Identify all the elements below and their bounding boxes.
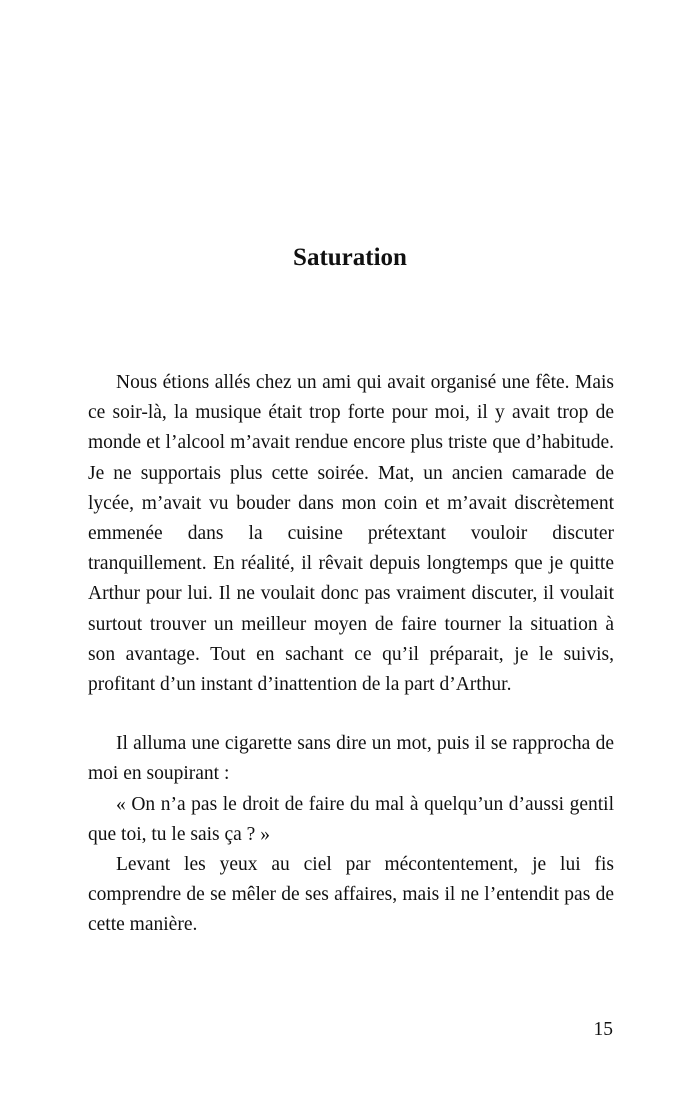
paragraph-1: Nous étions allés chez un ami qui avait organisé une fête. Mais ce soir-là, la musique était trop forte pour moi, il y avait trop de monde et l’alcool m’avait rendue encore plus triste que d’habitude. Je ne supportais plus cette soirée. Mat, un ancien camarade de lycée, m’avait vu bouder dans mon coin et m’avait discrètement emmenée dans la cuisine prétextant vouloir discuter tranquillement. En réalité, il rêvait depuis longtemps que je quitte Arthur pour lui. Il ne voulait donc pas vraiment discuter, il voulait surtout trouver un meilleur moyen de faire tourner la situation à son avantage. Tout en sachant ce qu’il préparait, je le suivis, profitant d’un instant d’inattention de la part d’Arthur. bbox=[88, 372, 614, 696]
paragraph-3-dialogue: « On n’a pas le droit de faire du mal à quelqu’un d’aussi gentil que toi, tu le sais ça ? » bbox=[88, 793, 614, 845]
paragraph-2: Il alluma une cigarette sans dire un mot, puis il se rapprocha de moi en soupirant : bbox=[88, 733, 614, 785]
page-number: 15 bbox=[593, 1019, 613, 1040]
chapter-body bbox=[88, 368, 614, 941]
paragraph-4: Levant les yeux au ciel par mécontentement, je lui fis comprendre de se mêler de ses affaires, mais il ne l’entendit pas de cette manière. bbox=[88, 854, 614, 936]
chapter-title: Saturation bbox=[293, 244, 407, 271]
